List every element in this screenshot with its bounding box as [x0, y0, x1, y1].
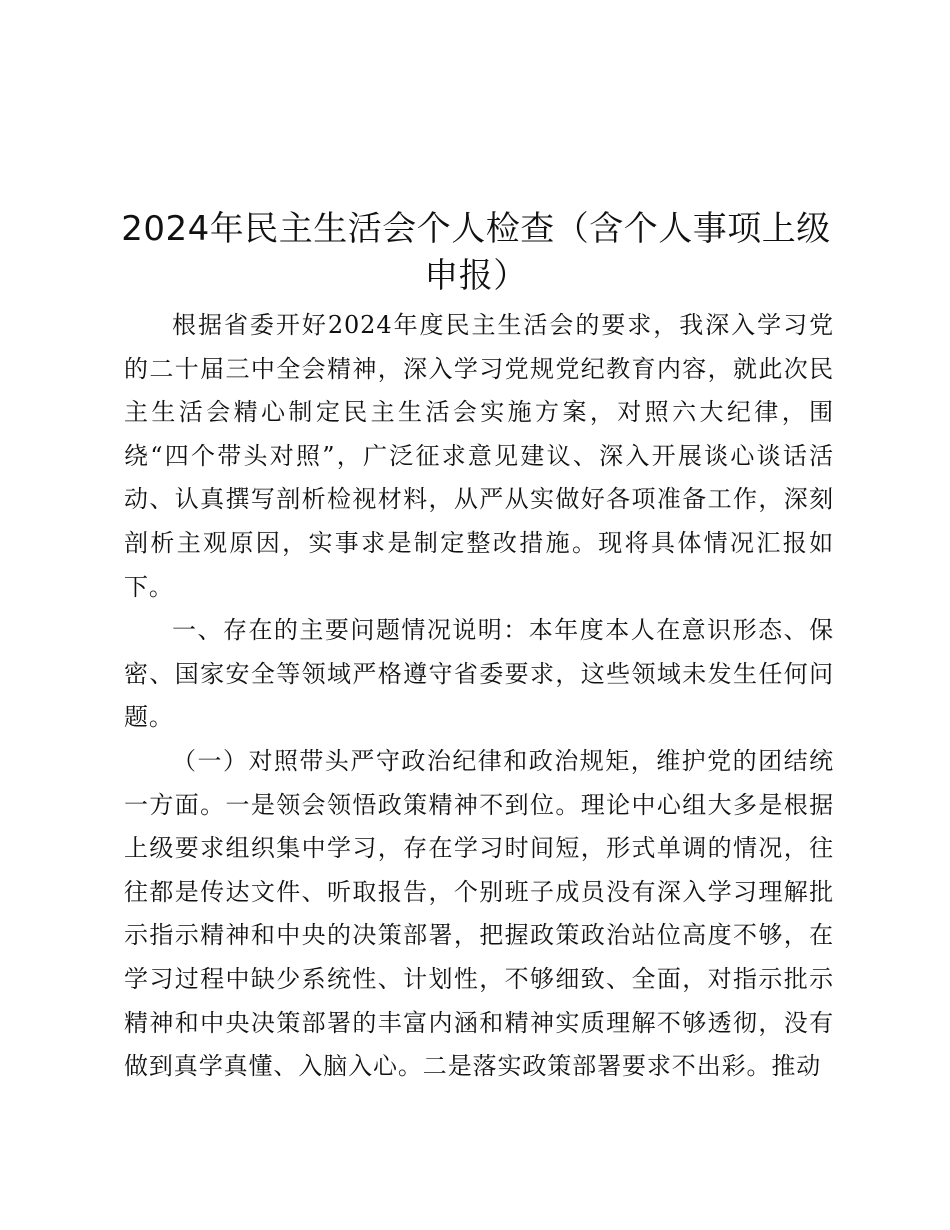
document-body — [124, 304, 834, 1089]
document-title: 2024年民主生活会个人检查（含个人事项上级申报） — [121, 209, 831, 296]
paragraph-section-one: 一、存在的主要问题情况说明：本年度本人在意识形态、保密、国家安全等领域严格遵守省委要求，这些领域未发生任何问题。 — [124, 616, 834, 732]
paragraph-subsection-one: （一）对照带头严守政治纪律和政治规矩，维护党的团结统一方面。一是领会领悟政策精神不到位。理论中心组大多是根据上级要求组织集中学习，存在学习时间短，形式单调的情况，往往都是传达文件、听取报告，个别班子成员没有深入学习理解批示指示精神和中央的决策部署，把握政策政治站位高度不够，在学习过程中缺少系统性、计划性，不够细致、全面，对指示批示精神和中央决策部署的丰富内涵和精神实质理解不够透彻，没有做到真学真懂、入脑入心。二是落实政策部署要求不出彩。推动 — [124, 746, 834, 1081]
paragraph-intro: 根据省委开好2024年度民主生活会的要求，我深入学习党的二十届三中全会精神，深入学习党规党纪教育内容，就此次民主生活会精心制定民主生活会实施方案，对照六大纪律，围绕“四个带头对照”，广泛征求意见建议、深入开展谈心谈话活动、认真撰写剖析检视材料，从严从实做好各项准备工作，深刻剖析主观原因，实事求是制定整改措施。现将具体情况汇报如下。 — [124, 311, 834, 601]
